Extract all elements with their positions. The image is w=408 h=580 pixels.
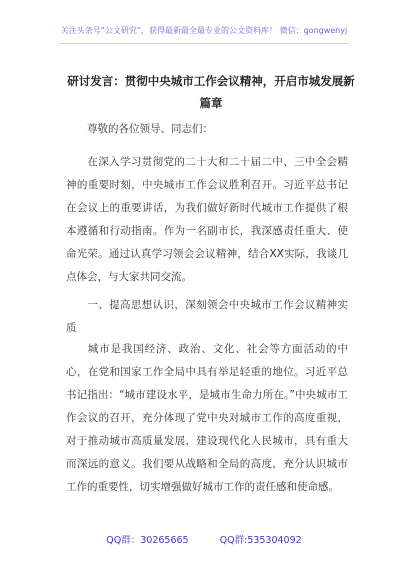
header-divider [60,43,348,44]
paragraph-intro-text: 在深入学习贯彻党的二十大和二十届二中、三中全会精神的重要时刻，中央城市工作会议胜利召开。习近平总书记在会议上的重要讲话，为我们做好新时代城市工作提供了根本遵循和行动指南。作为一名副市长，我深感责任重大、使命光荣。通过认真学习领会会议精神，结合XX实际，我谈几点体会，与大家共同交流。 [66,156,348,283]
section-heading-1-text: 一、提高思想认识，深刻领会中央城市工作会议精神实质 [66,299,348,334]
header-banner: 关注头条号“公文研究”，获得最新最全最专业的公文资料库！ 微信：gongwenyj [60,26,348,35]
salutation-text: 尊敬的各位领导、同志们： [87,123,213,135]
footer-banner [0,532,408,546]
salutation [66,118,348,141]
paragraph-section-1-text: 城市是我国经济、政治、文化、社会等方面活动的中心，在党和国家工作全局中具有举足轻重的地位。习近平总书记指出：“城市建设水平，是城市生命力所在。”中央城市工作会议的召开，充分体现了党中央对城市工作的高度重视，对于推动城市高质量发展，建设现代化人民城市，具有重大而深远的意义。我们要从战略和全局的高度，充分认识城市工作的重要性，切实增强做好城市工作的责任感和使命感。 [66,343,348,493]
section-heading-1 [66,294,348,340]
footer-qq-group-1: QQ群：30265665 [106,535,189,546]
paragraph-intro [66,151,348,289]
paragraph-section-1 [66,338,348,499]
document-title: 研讨发言：贯彻中央城市工作会议精神，开启市城发展新篇章 [67,74,355,110]
footer-qq-group-2: QQ群:535304092 [219,535,302,546]
